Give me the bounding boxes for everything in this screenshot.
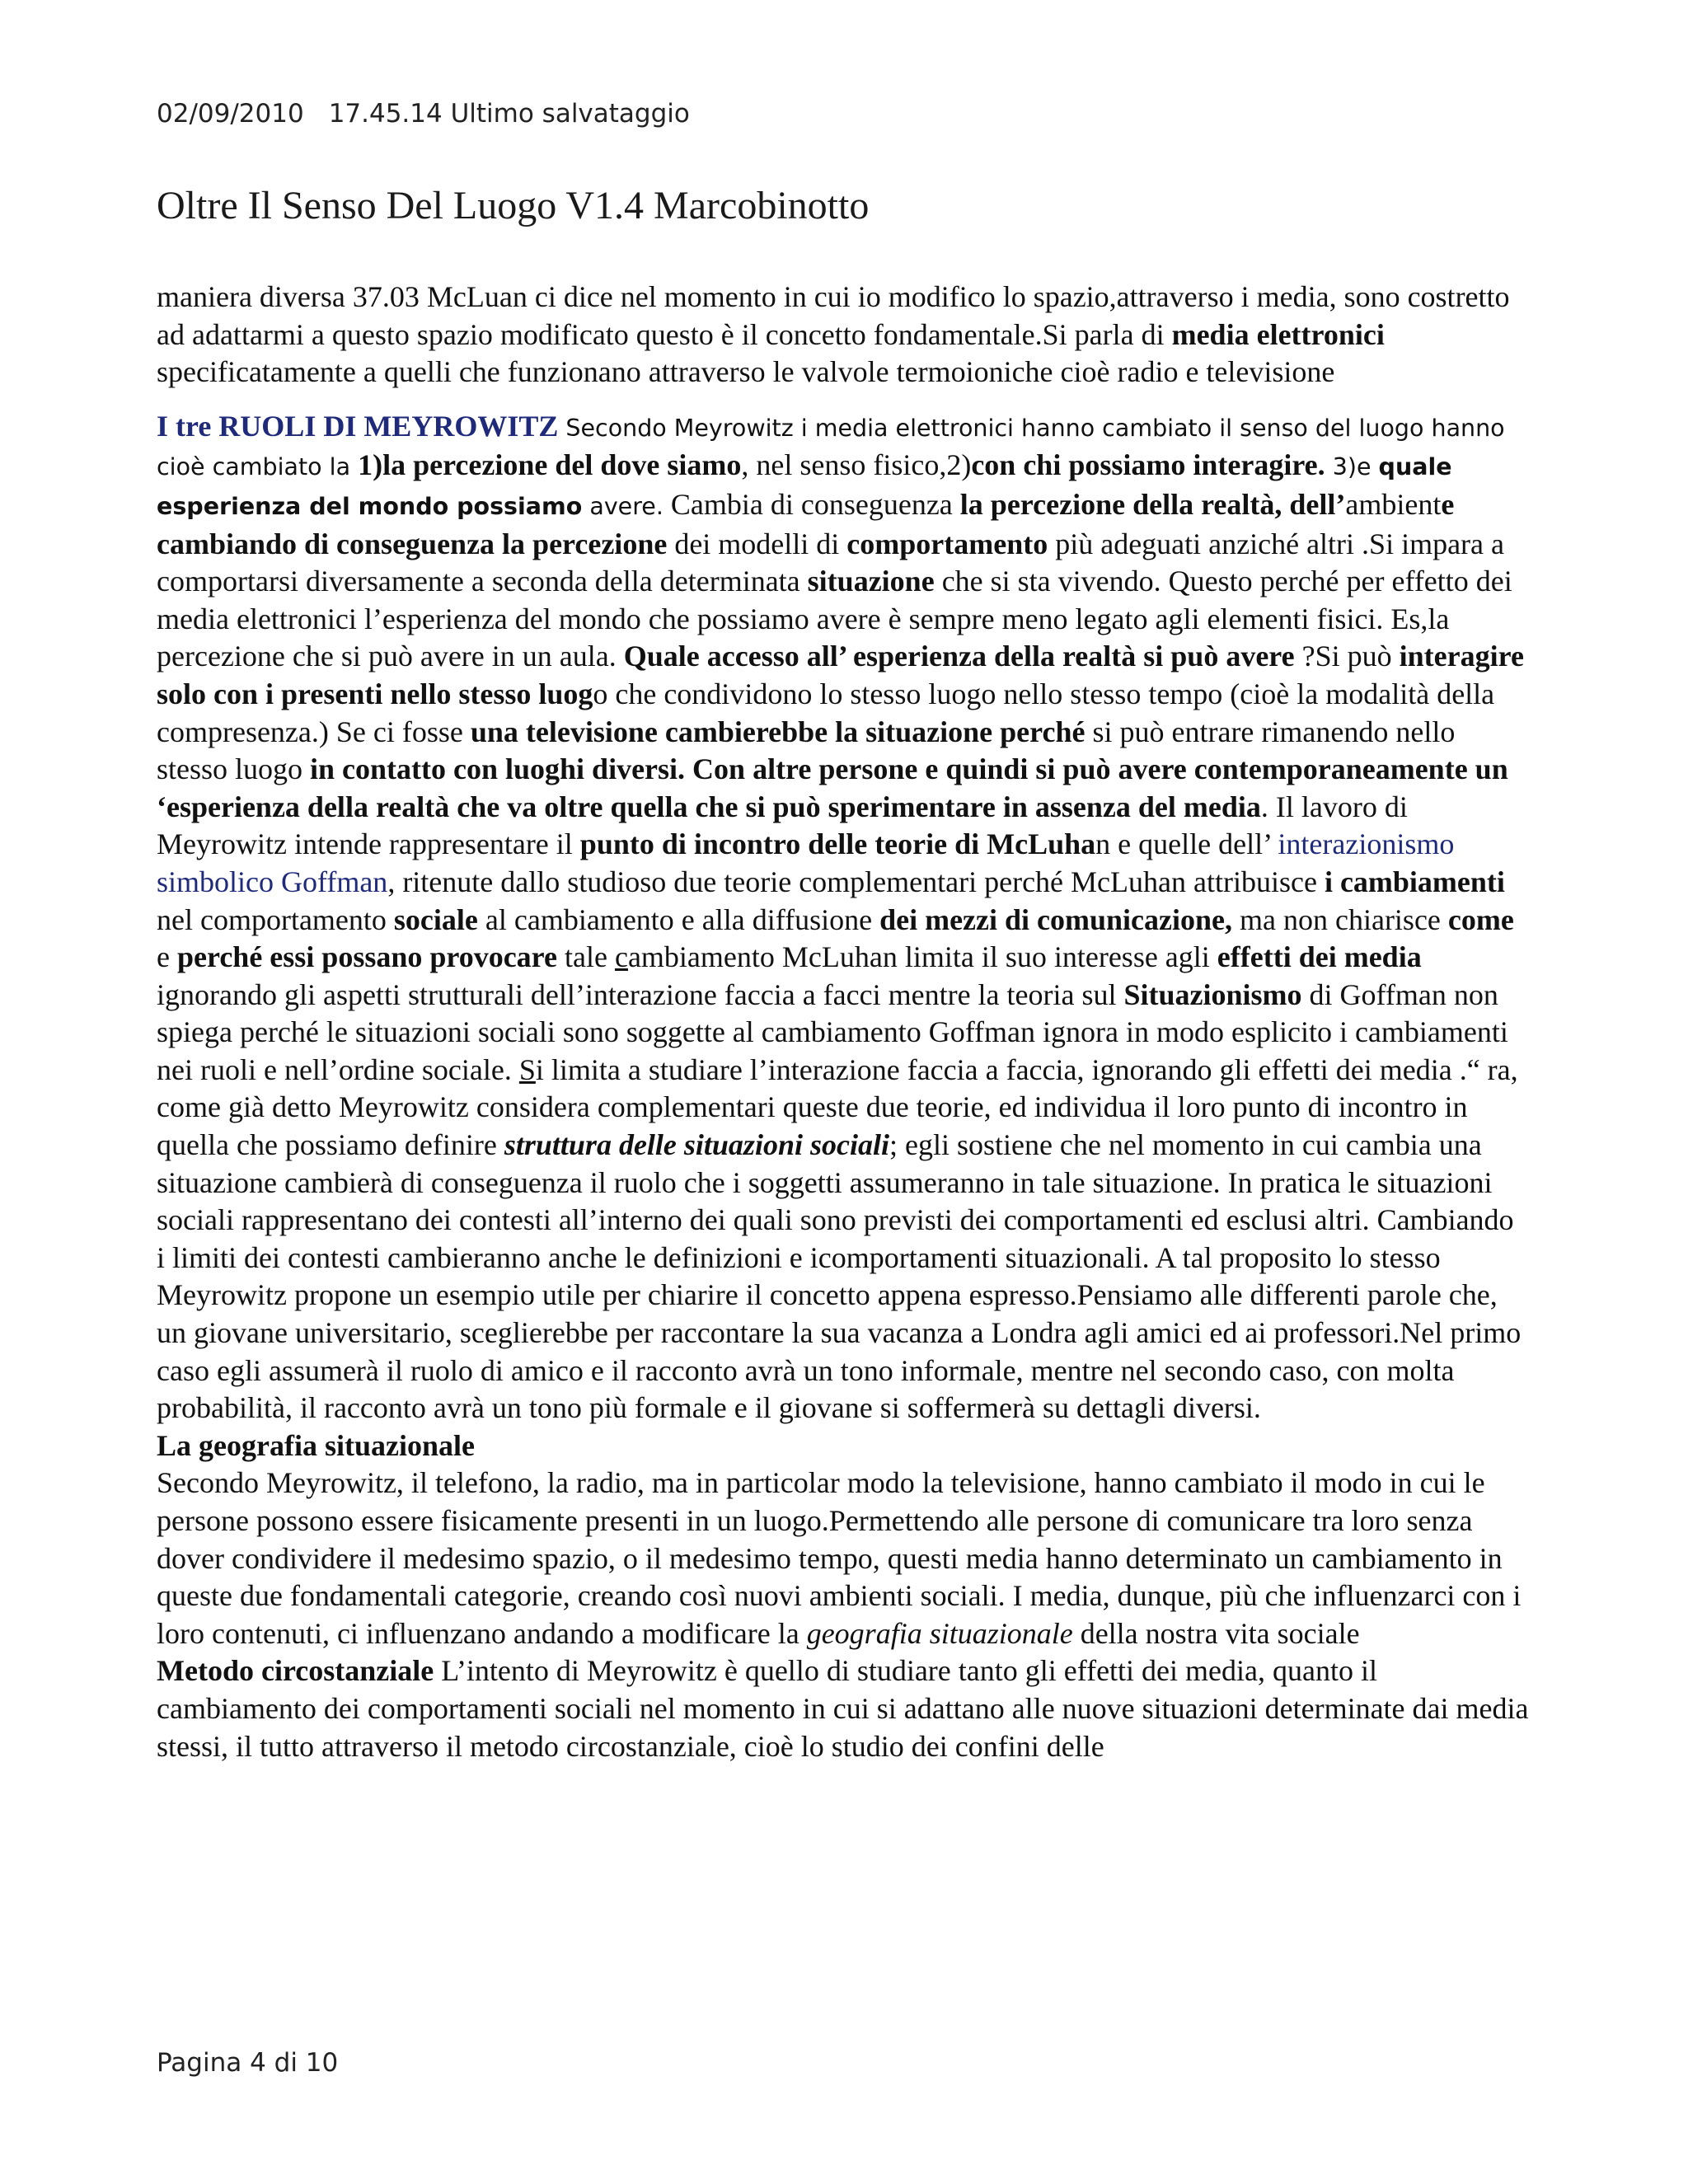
header-save-info: 17.45.14 Ultimo salvataggio: [328, 99, 690, 129]
intro-bold: media elettronici: [1171, 317, 1385, 351]
body-text: ignorando gli aspetti strutturali dell’interazione faccia a facci mentre la teoria sul: [157, 977, 1124, 1011]
bold-text: una televisione cambierebbe la situazione perché: [470, 715, 1085, 748]
body-text: ma non chiarisce: [1232, 902, 1448, 936]
bold-text: come: [1447, 902, 1514, 936]
bold-text: Quale accesso all’ esperienza della realtà si può avere: [623, 640, 1295, 673]
underlined-text: S: [518, 1052, 536, 1086]
body-text: ambient: [1345, 487, 1442, 521]
intro-text: maniera diversa 37.03 McLuan ci dice nel momento in cui io modifico lo spazio,attraverso i media, sono costretto ad adattarmi a questo spazio modificato questo è il concetto fondamentale.Si parla di: [157, 280, 1510, 351]
body-text: della nostra vita sociale: [1072, 1616, 1360, 1650]
header-date: 02/09/2010: [157, 99, 304, 129]
bold-text: comportamento: [846, 527, 1048, 560]
body-text: ?Si può: [1294, 640, 1400, 673]
intro-text: specificatamente a quelli che funzionano attraverso le valvole termoioniche cioè radio e televisione: [157, 355, 1335, 389]
bold-text: in contatto con luoghi diversi. Con altre persone e quindi si può avere contemporaneamente un ‘esperienza della realtà che va oltre quella che si può sperimentare in assenza del media: [157, 752, 1508, 823]
body-text: o che condividono lo stesso luogo nello stesso tempo (cioè la modalità della compresenza.) Se ci fosse: [157, 677, 1495, 748]
bold-text: 1)la percezione del dove siamo: [358, 448, 742, 482]
document-body: [157, 279, 1529, 1765]
body-text: e: [157, 940, 177, 974]
bold-text: la percezione della realtà, dell’: [959, 487, 1346, 521]
body-text: . Il lavoro di Meyrowitz intende rappresentare il: [157, 790, 1408, 861]
sans-text: avere.: [582, 492, 663, 520]
document-title: Oltre Il Senso Del Luogo V1.4 Marcobinotto: [157, 184, 870, 227]
intro-paragraph: [157, 279, 1529, 391]
body-text: tale: [557, 940, 615, 974]
body-text: L’intento di Meyrowitz è quello di studiare tanto gli effetti dei media, quanto il cambiamento dei comportamenti sociali nel momento in cui si adattano alle nuove situazioni determinate dai media stessi, il tutto attraverso il metodo circostanziale, cioè lo studio dei confini delle: [157, 1654, 1529, 1763]
bold-text: interagire solo con i presenti nello stesso luog: [157, 640, 1524, 710]
body-text: più adeguati anziché altri .Si impara a comportarsi diversamente a seconda della determinata: [157, 527, 1504, 598]
link-interazionismo[interactable]: interazionismo simbolico Goffman: [157, 827, 1455, 898]
body-text: nel comportamento: [157, 902, 394, 936]
body-text: , ritenute dallo studioso due teorie complementari perché McLuhan attribuisce: [387, 865, 1325, 898]
body-text: n e quelle dell’: [1095, 827, 1278, 861]
metodo-paragraph: [157, 1652, 1529, 1765]
sans-text: 3)e: [1325, 453, 1379, 481]
body-text: , nel senso fisico,2): [741, 448, 972, 482]
body-text: si può entrare rimanendo nello stesso luogo: [157, 715, 1456, 786]
bold-text: situazione: [807, 565, 935, 598]
body-text: di Goffman non spiega perché le situazioni sociali sono soggette al cambiamento Goffman ignora in modo esplicito i cambiamenti nei ruoli e nell’ordine sociale.: [157, 977, 1508, 1086]
bold-text: effetti dei media: [1217, 940, 1422, 974]
bold-text: con chi possiamo interagire.: [971, 448, 1325, 482]
body-text: ambiamento McLuhan limita il suo interesse agli: [627, 940, 1217, 974]
body-text: ; egli sostiene che nel momento in cui cambia una situazione cambierà di conseguenza il ruolo che i soggetti assumeranno in tale situazione. In pratica le situazioni sociali rappresentano dei contesti all’interno dei quali sono previsti dei comportamenti ed esclusi altri. Cambiando i limiti dei contesti cambieranno anche le definizioni e icomportamenti situazionali. A tal proposito lo stesso Meyrowitz propone un esempio utile per chiarire il concetto appena espresso.Pensiamo alle differenti parole che, un giovane universitario, sceglierebbe per raccontare la sua vacanza a Londra agli amici ed ai professori.Nel primo caso egli assumerà il ruolo di amico e il racconto avrà un tono informale, mentre nel secondo caso, con molta probabilità, il racconto avrà un tono più formale e il giovane si soffermerà su dettagli diversi.: [157, 1128, 1522, 1425]
page-header: [157, 99, 690, 129]
section-heading-geografia: [157, 1427, 1529, 1465]
body-text: Secondo Meyrowitz, il telefono, la radio, ma in particolar modo la televisione, hanno cambiato il modo in cui le persone possono essere fisicamente presenti in un luogo.Permettendo alle persone di comunicare tra loro senza dover condividere il medesimo spazio, o il medesimo tempo, questi media hanno determinato un cambiamento in queste due fondamentali categorie, creando così nuovi ambienti sociali. I media, dunque, più che influenzarci con i loro contenuti, ci influenzano andando a modificare la: [157, 1466, 1522, 1650]
italic-text: geografia situazionale: [806, 1616, 1073, 1650]
geografia-paragraph: [157, 1465, 1529, 1652]
body-text: al cambiamento e alla diffusione: [477, 902, 880, 936]
underlined-text: c: [614, 940, 628, 974]
bold-text: dei mezzi di comunicazione,: [879, 902, 1232, 936]
bold-text: e cambiando di conseguenza la percezione: [157, 487, 1455, 560]
meyrowitz-paragraph: [157, 408, 1529, 1427]
bold-text: i cambiamenti: [1324, 865, 1505, 898]
bold-text: Situazionismo: [1123, 977, 1302, 1011]
page-number: Pagina 4 di 10: [157, 2048, 339, 2078]
body-text: dei modelli di: [667, 527, 847, 560]
body-text: Cambia di conseguenza: [663, 487, 960, 521]
bold-text: sociale: [393, 902, 478, 936]
bold-text: punto di incontro delle teorie di McLuha: [579, 827, 1096, 861]
geografia-heading-text: La geografia situazionale: [157, 1428, 475, 1462]
bold-italic-text: struttura delle situazioni sociali: [504, 1128, 889, 1162]
body-text: che si sta vivendo. Questo perché per effetto dei media elettronici l’esperienza del mondo che possiamo avere è sempre meno legato agli elementi fisici. Es,la percezione che si può avere in un aula.: [157, 565, 1512, 673]
section-heading-ruoli: I tre RUOLI DI MEYROWITZ: [157, 409, 559, 443]
sans-bold-text: quale esperienza del mondo possiamo: [157, 453, 1452, 520]
section-heading-metodo: Metodo circostanziale: [157, 1654, 434, 1688]
bold-text: perché essi possano provocare: [176, 940, 557, 974]
sans-text: Secondo Meyrowitz i media elettronici hanno cambiato il senso del luogo hanno cioè cambiato la: [157, 414, 1505, 481]
body-text: i limita a studiare l’interazione faccia a faccia, ignorando gli effetti dei media .“ ra, come già detto Meyrowitz considera complementari queste due teorie, ed individua il loro punto di incontro in quella che possiamo definire: [157, 1052, 1518, 1162]
